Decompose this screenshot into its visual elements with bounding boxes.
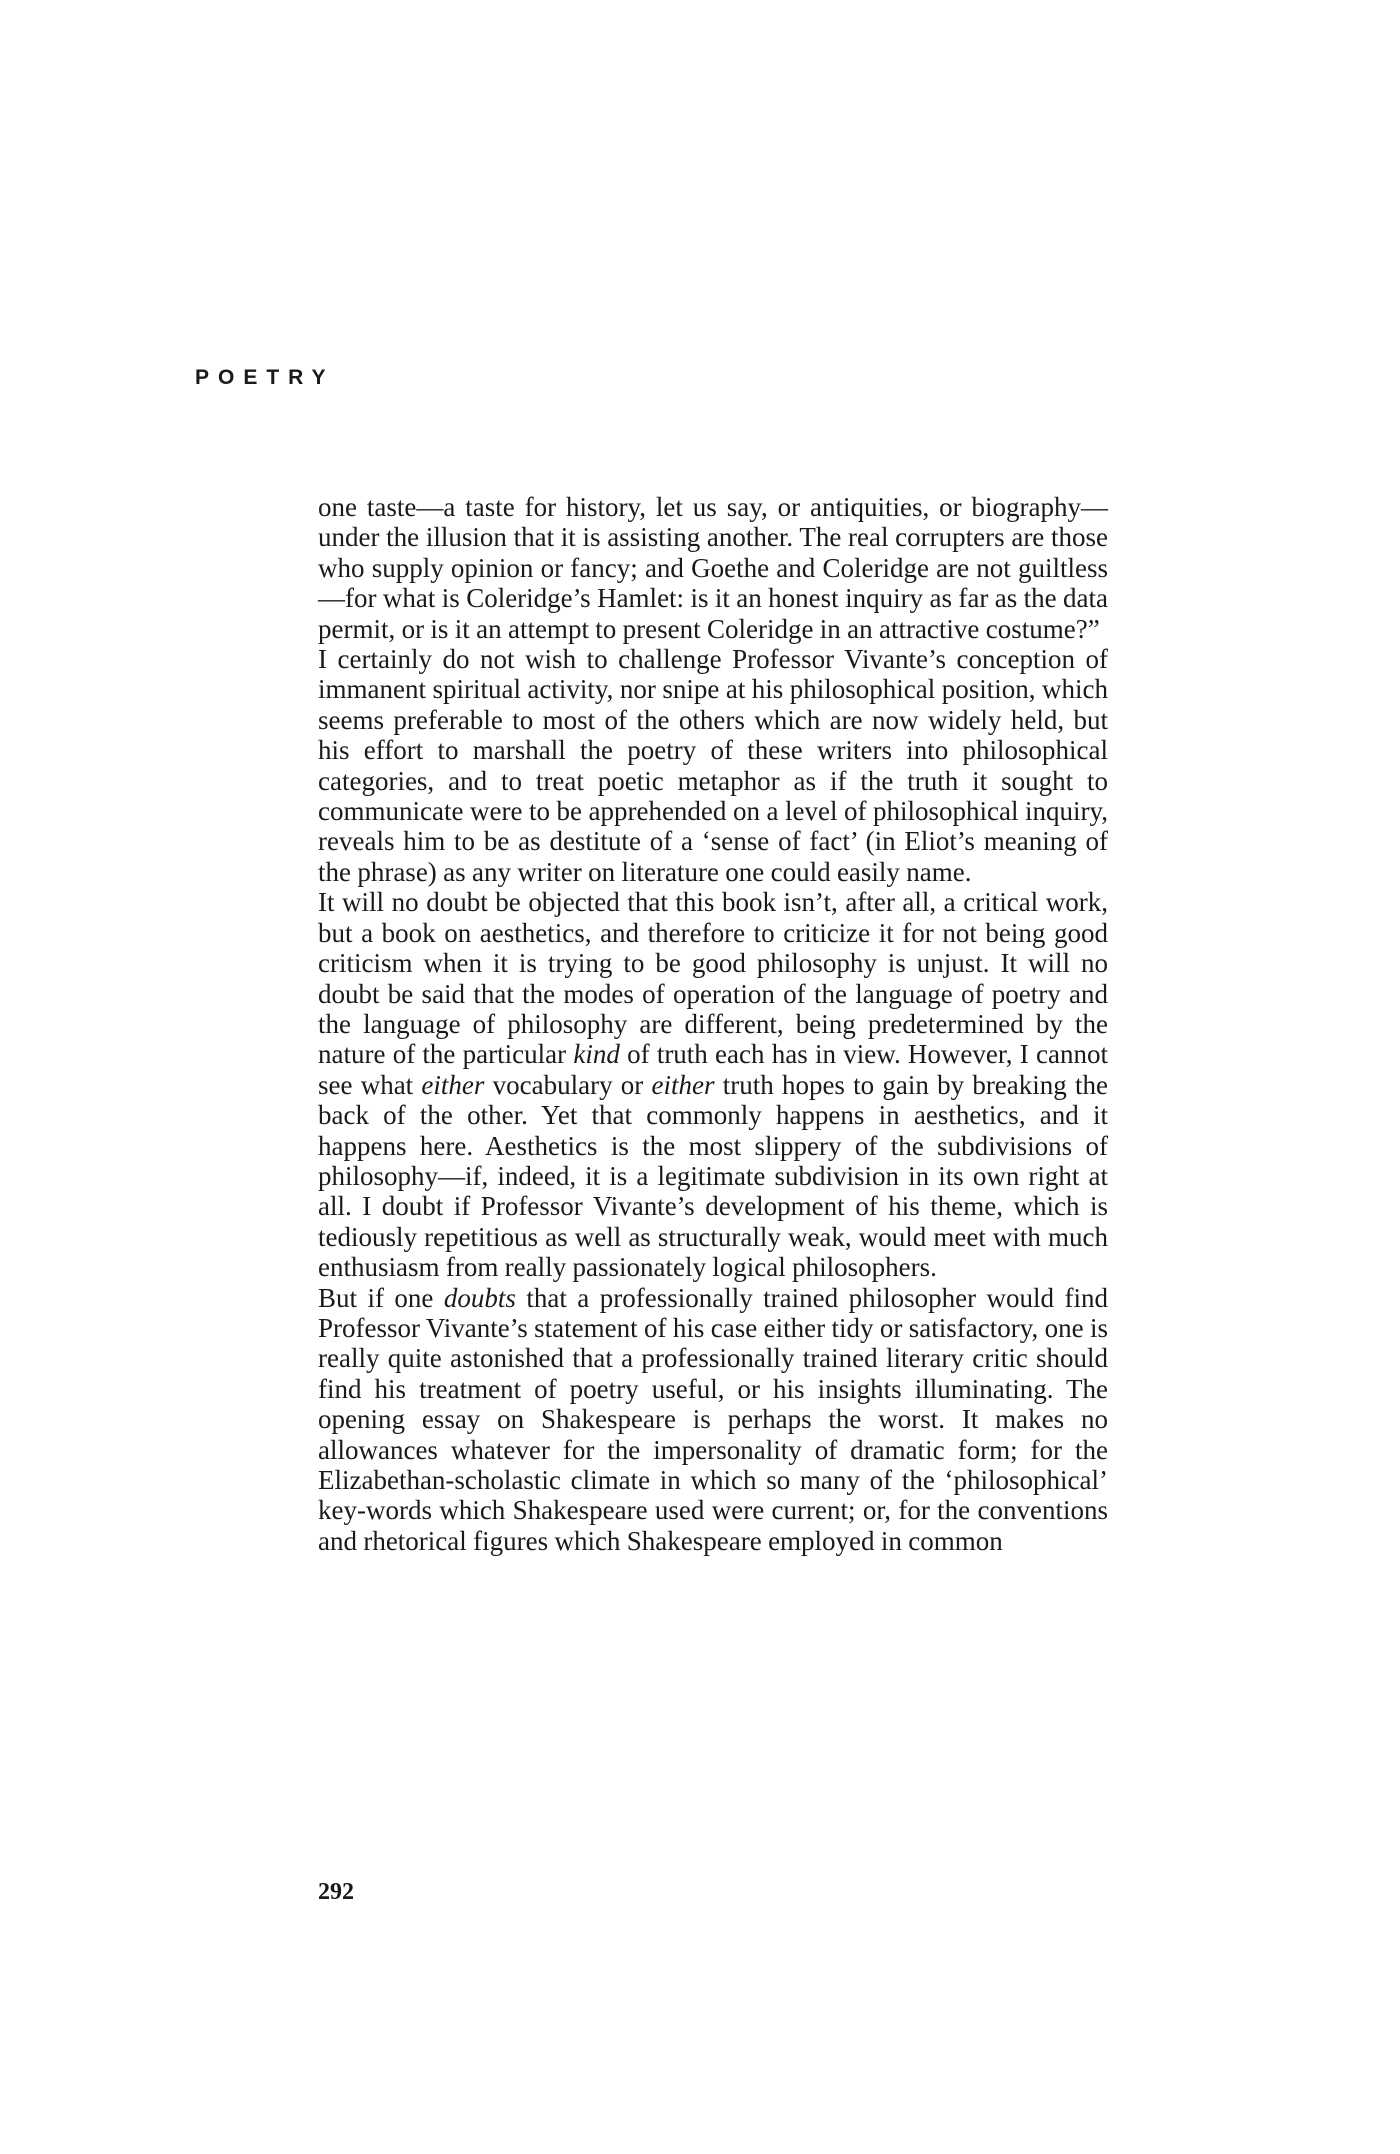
text-span: that a professionally trained philosopher would find Professor Vivante’s statement of his case either tidy or satisfactory, one is really quite astonished that a professionally trained literary critic should find his treatment of poetry useful, or his insights illuminating. The opening essay on Shakespeare is perhaps the worst. It makes no allowances whatever for the impersonality of dramatic form; for the Elizabethan-scholastic climate in which so many of the ‘philosophical’ key-words which Shakespeare used were current; or, for the conventions and rhetorical figures which Shakespeare employed in common: [318, 1282, 1108, 1556]
italic-emphasis: either: [421, 1069, 485, 1100]
paragraph: [318, 492, 1108, 644]
running-head: POETRY: [195, 366, 335, 389]
text-span: But if one: [318, 1282, 444, 1313]
text-span: one taste—a taste for history, let us say, or antiquities, or biography—under the illusion that it is assisting another. The real corrupters are those who supply opinion or fancy; and Goethe and Coleridge are not guiltless—for what is Coleridge’s Hamlet: is it an honest inquiry as far as the data permit, or is it an attempt to present Coleridge in an attractive costume?”: [318, 492, 1108, 644]
text-span: truth hopes to gain by breaking the back of the other. Yet that commonly happens in aesthetics, and it happens here. Aesthetics is the most slippery of the subdivisions of philosophy—if, indeed, it is a legitimate subdivision in its own right at all. I doubt if Professor Vivante’s development of his theme, which is tediously repetitious as well as structurally weak, would meet with much enthusiasm from really passionately logical philosophers.: [318, 1069, 1108, 1283]
text-span: vocabulary or: [484, 1069, 652, 1100]
text-span: of truth each has in view. However, I cannot see what: [318, 1039, 1108, 1100]
paragraph: [318, 887, 1108, 1282]
text-span: It will no doubt be objected that this book isn’t, after all, a critical work, but a book on aesthetics, and therefore to criticize it for not being good criticism when it is trying to be good philosophy is unjust. It will no doubt be said that the modes of operation of the language of poetry and the language of philosophy are different, being predetermined by the nature of the particular: [318, 887, 1108, 1070]
article-body: [318, 492, 1108, 1556]
italic-emphasis: either: [651, 1069, 715, 1100]
paragraph: [318, 1283, 1108, 1557]
italic-emphasis: kind: [573, 1039, 620, 1070]
paragraph: [318, 644, 1108, 887]
page-number: 292: [318, 1879, 354, 1905]
italic-emphasis: doubts: [443, 1282, 516, 1313]
text-span: I certainly do not wish to challenge Professor Vivante’s conception of immanent spiritual activity, nor snipe at his philosophical position, which seems preferable to most of the others which are now widely held, but his effort to marshall the poetry of these writers into philosophical categories, and to treat poetic metaphor as if the truth it sought to communicate were to be apprehended on a level of philosophical inquiry, reveals him to be as destitute of a ‘sense of fact’ (in Eliot’s meaning of the phrase) as any writer on literature one could easily name.: [318, 644, 1108, 887]
